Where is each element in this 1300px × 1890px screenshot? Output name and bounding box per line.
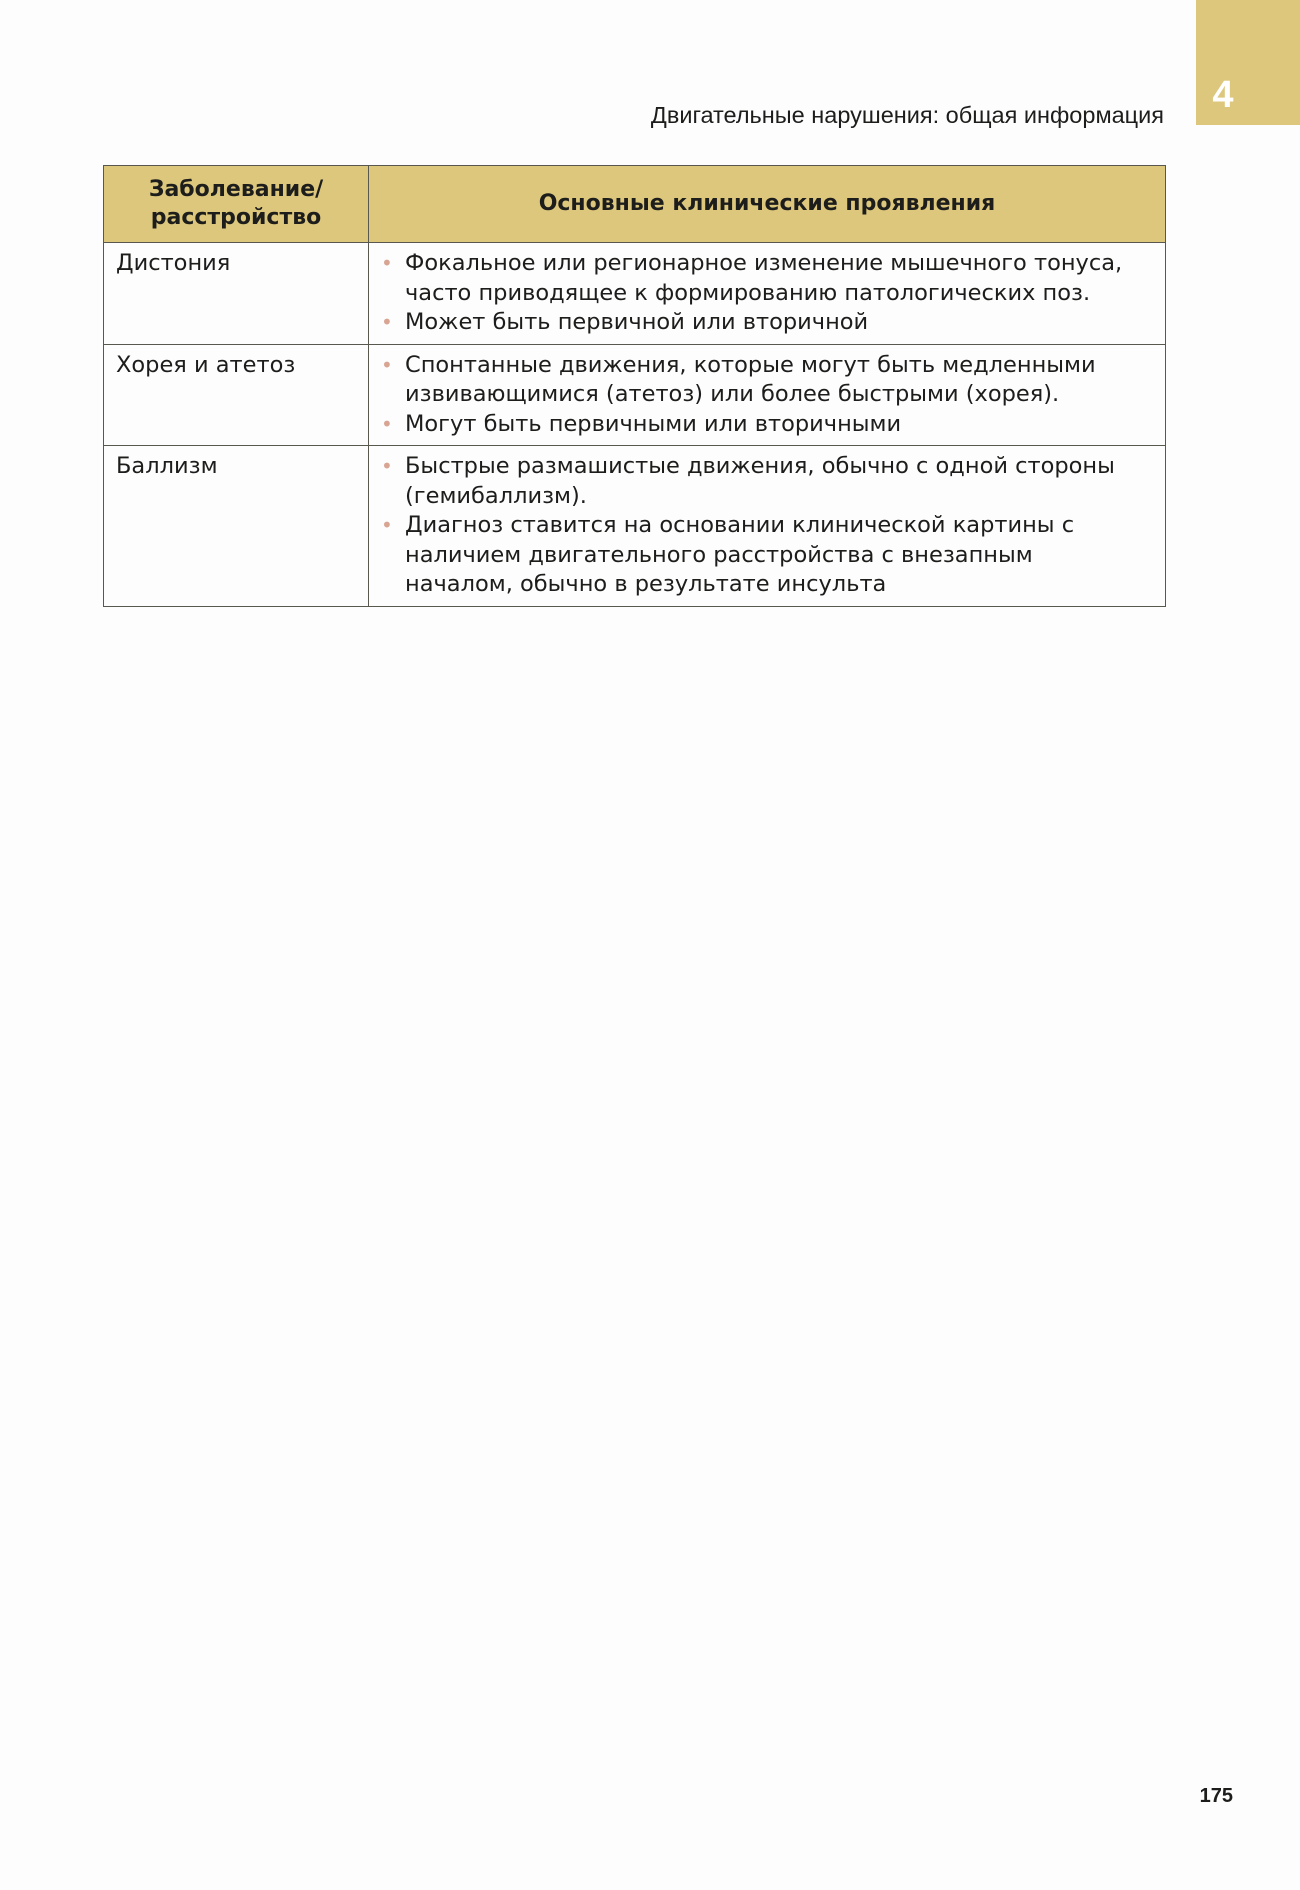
list-item-text: Быстрые размашистые движения, обычно с одной стороны (гемибаллизм).: [405, 453, 1115, 509]
bullet-dot-icon: •: [381, 513, 393, 537]
manifestations-cell: [369, 243, 1166, 345]
chapter-number: 4: [1212, 74, 1234, 116]
list-item-text: Фокальное или регионарное изменение мышечного тонуса, часто приводящее к формированию патологических поз.: [405, 250, 1123, 306]
list-item-text: Могут быть первичными или вторичными: [405, 410, 902, 437]
list-item: [379, 511, 1147, 600]
table-row: [104, 446, 1166, 607]
bullet-dot-icon: •: [381, 411, 393, 436]
disorder-name: Дистония: [104, 243, 369, 345]
bullet-dot-icon: •: [381, 251, 393, 275]
list-item-text: Может быть первичной или вторичной: [405, 309, 869, 335]
manifestations-list: [379, 249, 1147, 338]
list-item-text: Диагноз ставится на основании клинической картины с наличием двигательного расстройства с внезапным началом, обычно в результате инсульта: [405, 512, 1075, 597]
manifestations-cell: [369, 446, 1166, 607]
list-item: [379, 308, 1147, 338]
bullet-dot-icon: •: [381, 454, 393, 478]
list-item: [379, 249, 1147, 308]
list-item: [379, 452, 1147, 511]
list-item: [379, 410, 1147, 440]
manifestations-cell: [369, 344, 1166, 446]
bullet-dot-icon: •: [381, 310, 393, 334]
column-header-disorder: Заболевание/ расстройство: [104, 166, 369, 243]
running-header: Двигательные нарушения: общая информация: [650, 102, 1164, 128]
list-item: [379, 351, 1147, 410]
table-row: [104, 344, 1166, 446]
disorders-table: [103, 165, 1166, 607]
manifestations-list: [379, 351, 1147, 440]
disorder-name: Баллизм: [104, 446, 369, 607]
column-header-manifestations: Основные клинические проявления: [369, 166, 1166, 243]
chapter-tab: [1196, 0, 1300, 125]
page-number: 175: [1199, 1785, 1233, 1807]
manifestations-list: [379, 452, 1147, 600]
table-header-row: [104, 166, 1166, 243]
bullet-dot-icon: •: [381, 352, 393, 377]
disorder-name: Хорея и атетоз: [104, 344, 369, 446]
list-item-text: Спонтанные движения, которые могут быть медленными извивающимися (атетоз) или более быстрыми (хорея).: [405, 351, 1096, 407]
table-row: [104, 243, 1166, 345]
